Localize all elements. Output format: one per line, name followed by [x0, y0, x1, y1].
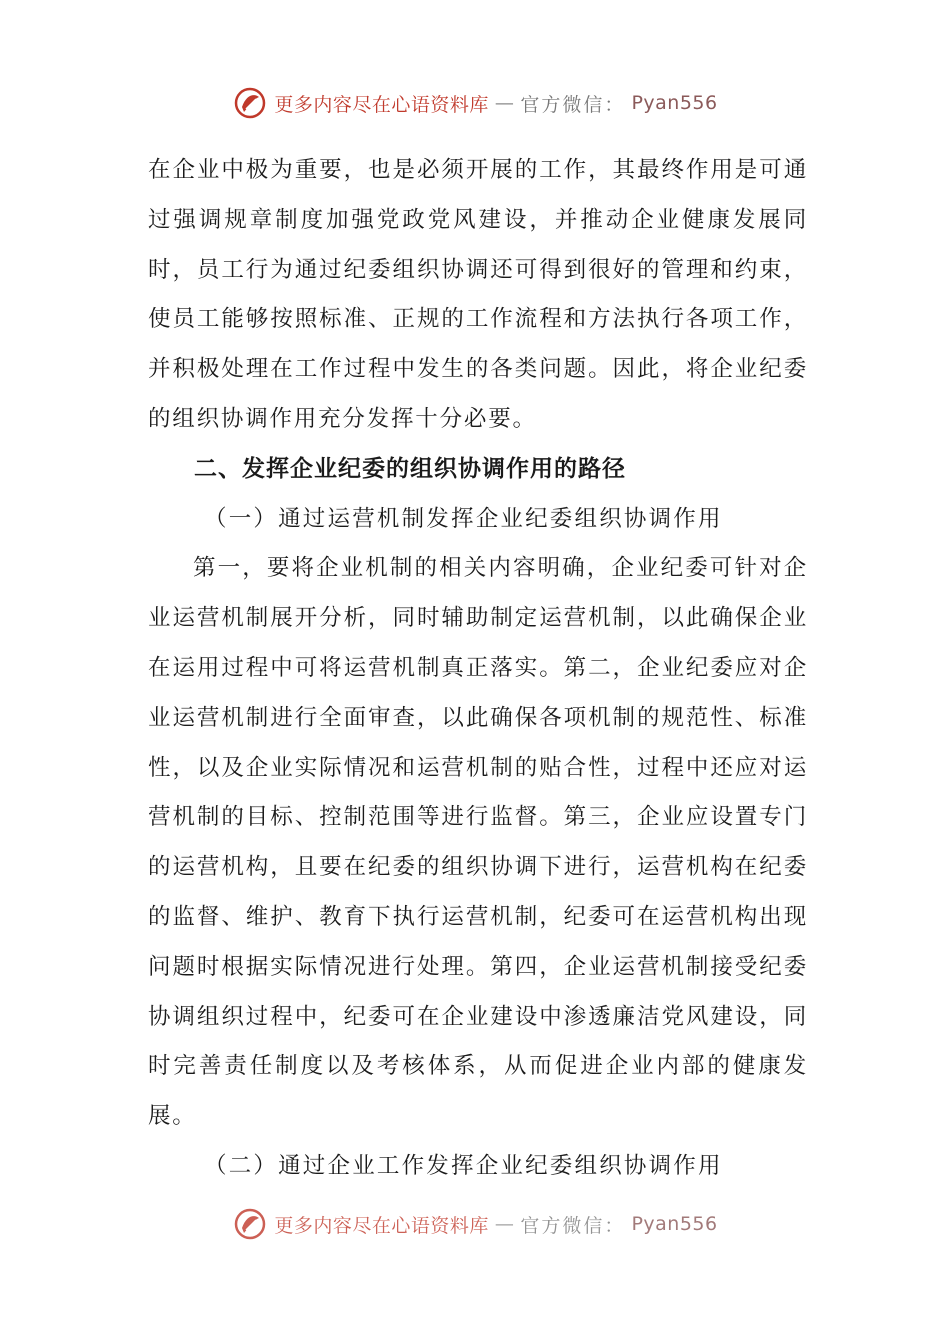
watermark-separator: — [494, 1213, 515, 1235]
watermark-main-text: 更多内容尽在心语资料库 [274, 1214, 489, 1237]
watermark-footer [0, 1206, 950, 1242]
watermark-wechat-id: Pyan556 [631, 92, 718, 114]
subsection-heading-2: （二）通过企业工作发挥企业纪委组织协调作用 [204, 1152, 723, 1179]
watermark-wechat-id: Pyan556 [631, 1213, 718, 1235]
subsection-heading-1: （一）通过运营机制发挥企业纪委组织协调作用 [204, 505, 723, 532]
document-body [148, 146, 808, 1192]
watermark-main-text: 更多内容尽在心语资料库 [274, 93, 489, 116]
paragraph-2: 第一，要将企业机制的相关内容明确，企业纪委可针对企业运营机制展开分析，同时辅助制定运营机制，以此确保企业在运用过程中可将运营机制真正落实。第二，企业纪委应对企业运营机制进行全面审查，以此确保各项机制的规范性、标准性，以及企业实际情况和运营机制的贴合性，过程中还应对运营机制的目标、控制范围等进行监督。第三，企业应设置专门的运营机构，且要在纪委的组织协调下进行，运营机构在纪委的监督、维护、教育下执行运营机制，纪委可在运营机构出现问题时根据实际情况进行处理。第四，企业运营机制接受纪委协调组织过程中，纪委可在企业建设中渗透廉洁党风建设，同时完善责任制度以及考核体系，从而促进企业内部的健康发展。 [148, 555, 808, 1130]
watermark-label: 官方微信： [520, 1214, 626, 1237]
paragraph-1: 在企业中极为重要，也是必须开展的工作，其最终作用是可通过强调规章制度加强党政党风建设，并推动企业健康发展同时，员工行为通过纪委组织协调还可得到很好的管理和约束，使员工能够按照标准、正规的工作流程和方法执行各项工作，并积极处理在工作过程中发生的各类问题。因此，将企业纪委的组织协调作用充分发挥十分必要。 [148, 157, 808, 432]
brand-logo-icon [232, 85, 268, 121]
watermark-header [0, 85, 950, 121]
watermark-label: 官方微信： [520, 93, 626, 116]
watermark-separator: — [494, 92, 515, 114]
brand-logo-icon [232, 1206, 268, 1242]
section-heading-2: 二、发挥企业纪委的组织协调作用的路径 [194, 455, 626, 482]
